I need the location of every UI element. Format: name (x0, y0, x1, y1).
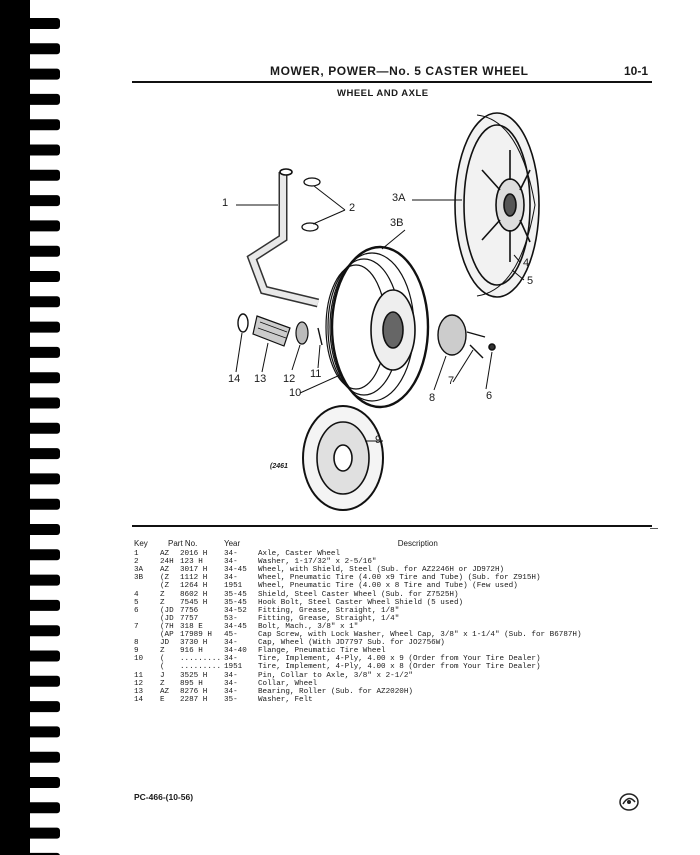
row-description: Washer, 1-17/32" x 2-5/16" (258, 558, 377, 567)
callout-5: 5 (527, 275, 534, 287)
page-number: 10-1 (624, 64, 649, 78)
binding-coil (22, 322, 60, 333)
row-description: Fitting, Grease, Straight, 1/4" (258, 614, 400, 623)
row-prefix: Z (160, 679, 165, 688)
row-part-no: 7545 H (180, 598, 208, 607)
row-prefix: JD (160, 639, 170, 648)
row-part-no: 1112 H (180, 574, 208, 583)
table-row (134, 655, 582, 663)
row-year: 35-45 (224, 598, 247, 607)
row-prefix: Z (160, 598, 165, 607)
callout-7: 7 (448, 375, 455, 387)
binding-coil (22, 726, 60, 737)
binding-coil (22, 220, 60, 231)
footer-code: PC-466-(10-56) (134, 792, 194, 802)
row-description: Tire, Implement, 4-Ply, 4.00 x 9 (Order from Your Tire Dealer) (258, 655, 541, 664)
row-part-no: 123 H (180, 558, 203, 567)
row-prefix: (AP (160, 631, 174, 640)
row-prefix: Z (160, 647, 165, 656)
binding-coil (22, 94, 60, 105)
table-row (134, 672, 582, 680)
row-prefix: (JD (160, 614, 174, 623)
table-divider (132, 525, 652, 527)
row-key (134, 582, 160, 590)
callout-13: 13 (254, 373, 267, 385)
callout-11: 11 (310, 368, 322, 380)
row-key: 4 (134, 590, 139, 599)
row-prefix: AZ (160, 566, 170, 575)
table-row (134, 639, 582, 647)
row-part-no: 1264 H (180, 582, 208, 591)
row-description: Wheel, Pneumatic Tire (4.00 x 8 Tire and Tube) (Few used) (258, 582, 518, 591)
row-prefix: (JD (160, 606, 174, 615)
binding-coil (22, 828, 60, 839)
row-year: 34- (224, 574, 238, 583)
row-part-no: 7756 (180, 606, 199, 615)
row-part-no: 3017 H (180, 566, 208, 575)
row-description: Wheel, Pneumatic Tire (4.00 x9 Tire and Tube) (Sub. for Z915H) (258, 574, 541, 583)
margin-mark (650, 528, 658, 529)
row-year: 1951 (224, 582, 243, 591)
parts-list-table (134, 540, 582, 704)
binding-coil (22, 271, 60, 282)
row-prefix: (Z (160, 574, 170, 583)
exploded-parts-diagram (130, 95, 660, 520)
row-year: 34-40 (224, 647, 247, 656)
callout-1: 1 (222, 197, 229, 209)
row-year: 34- (224, 639, 238, 648)
row-key: 9 (134, 647, 139, 656)
row-key: 7 (134, 622, 139, 631)
table-row (134, 550, 582, 558)
binding-coil (22, 524, 60, 535)
row-key (134, 631, 160, 639)
row-year: 34- (224, 558, 238, 567)
row-year: 35-45 (224, 590, 247, 599)
callout-10: 10 (289, 387, 302, 399)
row-key: 13 (134, 687, 144, 696)
binding-coil (22, 575, 60, 586)
row-part-no: 916 H (180, 647, 203, 656)
header-year: Year (224, 539, 241, 548)
publisher-logo-icon (618, 792, 640, 812)
row-part-no: 8276 H (180, 687, 208, 696)
table-row (134, 631, 582, 639)
row-prefix: 24H (160, 558, 174, 567)
table-row (134, 696, 582, 704)
callout-9: 9 (375, 434, 382, 446)
row-description: Axle, Caster Wheel (258, 550, 341, 559)
row-year: 34- (224, 655, 238, 664)
binding-coil (22, 549, 60, 560)
row-year: 1951 (224, 663, 243, 672)
row-description: Collar, Wheel (258, 679, 318, 688)
spiral-binding (0, 0, 72, 855)
binding-coil (22, 802, 60, 813)
row-description: Hook Bolt, Steel Caster Wheel Shield (5 used) (258, 598, 464, 607)
row-description: Cap Screw, with Lock Washer, Wheel Cap, 3/8" x 1-1/4" (Sub. for B6787H) (258, 631, 582, 640)
row-part-no: 2287 H (180, 695, 208, 704)
callout-3a: 3A (392, 192, 406, 204)
row-prefix: ( (160, 655, 165, 664)
row-prefix: E (160, 695, 165, 704)
binding-coil (22, 423, 60, 434)
row-key: 3A (134, 566, 144, 575)
callout-3b: 3B (390, 217, 404, 229)
table-row (134, 663, 582, 671)
row-year: 34-45 (224, 566, 247, 575)
row-key: 12 (134, 679, 144, 688)
parts-table-body (134, 550, 582, 704)
binding-coil (22, 119, 60, 130)
table-row (134, 623, 582, 631)
row-key: 3B (134, 574, 144, 583)
table-row (134, 680, 582, 688)
binding-coil (22, 651, 60, 662)
row-description: Shield, Steel Caster Wheel (Sub. for Z7525H) (258, 590, 459, 599)
row-description: Cap, Wheel (With JD7797 Sub. for JO2756W) (258, 639, 445, 648)
row-part-no: 2016 H (180, 550, 208, 559)
binding-coil (22, 347, 60, 358)
table-row (134, 688, 582, 696)
row-prefix: AZ (160, 687, 170, 696)
binding-coil (22, 372, 60, 383)
row-year: 35- (224, 695, 238, 704)
binding-coil (22, 448, 60, 459)
row-key: 1 (134, 550, 139, 559)
caster-axle (252, 169, 318, 303)
row-description: Fitting, Grease, Straight, 1/8" (258, 606, 400, 615)
section-subtitle: WHEEL AND AXLE (337, 88, 429, 99)
row-key: 8 (134, 639, 139, 648)
row-part-no: 3525 H (180, 671, 208, 680)
row-description: Pin, Collar to Axle, 3/8" x 2-1/2" (258, 671, 413, 680)
binding-coil (22, 246, 60, 257)
table-row (134, 566, 582, 574)
binding-coil (22, 170, 60, 181)
table-row (134, 558, 582, 566)
row-year: 34- (224, 687, 238, 696)
binding-coil (22, 43, 60, 54)
header-part-no: Part No. (168, 539, 198, 548)
row-description: Bolt, Mach., 3/8" x 1" (258, 622, 359, 631)
row-year: 34- (224, 679, 238, 688)
row-year: 45- (224, 631, 238, 640)
table-row (134, 591, 582, 599)
binding-coil (22, 69, 60, 80)
binding-coil (22, 296, 60, 307)
row-part-no: ......... (180, 655, 222, 664)
row-key: 10 (134, 655, 144, 664)
figure-code: (2461 (270, 463, 288, 470)
row-prefix: ( (160, 663, 165, 672)
callout-6: 6 (486, 390, 493, 402)
binding-coil (22, 499, 60, 510)
callout-14: 14 (228, 373, 241, 385)
row-prefix: (7H (160, 622, 174, 631)
row-key: 11 (134, 671, 144, 680)
row-description: Tire, Implement, 4-Ply, 4.00 x 8 (Order from Your Tire Dealer) (258, 663, 541, 672)
steel-wheel-3a (455, 113, 539, 297)
binding-coil (22, 398, 60, 409)
pneumatic-tire-3b (326, 247, 428, 407)
row-prefix: AZ (160, 550, 170, 559)
row-part-no: 895 H (180, 679, 203, 688)
row-year: 53- (224, 614, 238, 623)
row-key: 6 (134, 606, 139, 615)
row-description: Wheel, with Shield, Steel (Sub. for AZ2246H or JD972H) (258, 566, 505, 575)
header-key: Key (134, 539, 148, 548)
table-header-row (134, 540, 582, 550)
binding-coil (22, 18, 60, 29)
callout-2: 2 (349, 202, 356, 214)
row-part-no: 7757 (180, 614, 199, 623)
row-key (134, 615, 160, 623)
binding-coil (22, 676, 60, 687)
row-part-no: 17989 H (180, 631, 212, 640)
binding-coil (22, 701, 60, 712)
callout-8: 8 (429, 392, 436, 404)
row-part-no: 3730 H (180, 639, 208, 648)
binding-coil (22, 777, 60, 788)
header-divider (132, 81, 652, 83)
binding-coil (22, 195, 60, 206)
table-row (134, 615, 582, 623)
row-prefix: Z (160, 590, 165, 599)
row-description: Flange, Pneumatic Tire Wheel (258, 647, 386, 656)
binding-coil (22, 600, 60, 611)
row-part-no: 8602 H (180, 590, 208, 599)
row-year: 34-52 (224, 606, 247, 615)
table-row (134, 607, 582, 615)
table-row (134, 599, 582, 607)
callout-12: 12 (283, 373, 296, 385)
binding-coil (22, 145, 60, 156)
row-key: 2 (134, 558, 139, 567)
row-key: 5 (134, 598, 139, 607)
table-row (134, 574, 582, 582)
row-year: 34- (224, 550, 238, 559)
row-part-no: 318 E (180, 622, 203, 631)
row-part-no: ......... (180, 663, 222, 672)
row-year: 34- (224, 671, 238, 680)
table-row (134, 647, 582, 655)
row-prefix: (Z (160, 582, 170, 591)
row-description: Bearing, Roller (Sub. for AZ2020H) (258, 687, 413, 696)
header-description: Description (397, 539, 438, 548)
binding-coil (22, 625, 60, 636)
row-description: Washer, Felt (258, 695, 313, 704)
wheel-flange-9 (303, 406, 383, 510)
binding-coil (22, 752, 60, 763)
row-key: 14 (134, 695, 144, 704)
table-row (134, 582, 582, 590)
page-title: MOWER, POWER—No. 5 CASTER WHEEL (270, 64, 529, 78)
row-year: 34-45 (224, 622, 247, 631)
row-prefix: J (160, 671, 165, 680)
callout-4: 4 (523, 257, 530, 269)
binding-coil (22, 473, 60, 484)
row-key (134, 663, 160, 671)
